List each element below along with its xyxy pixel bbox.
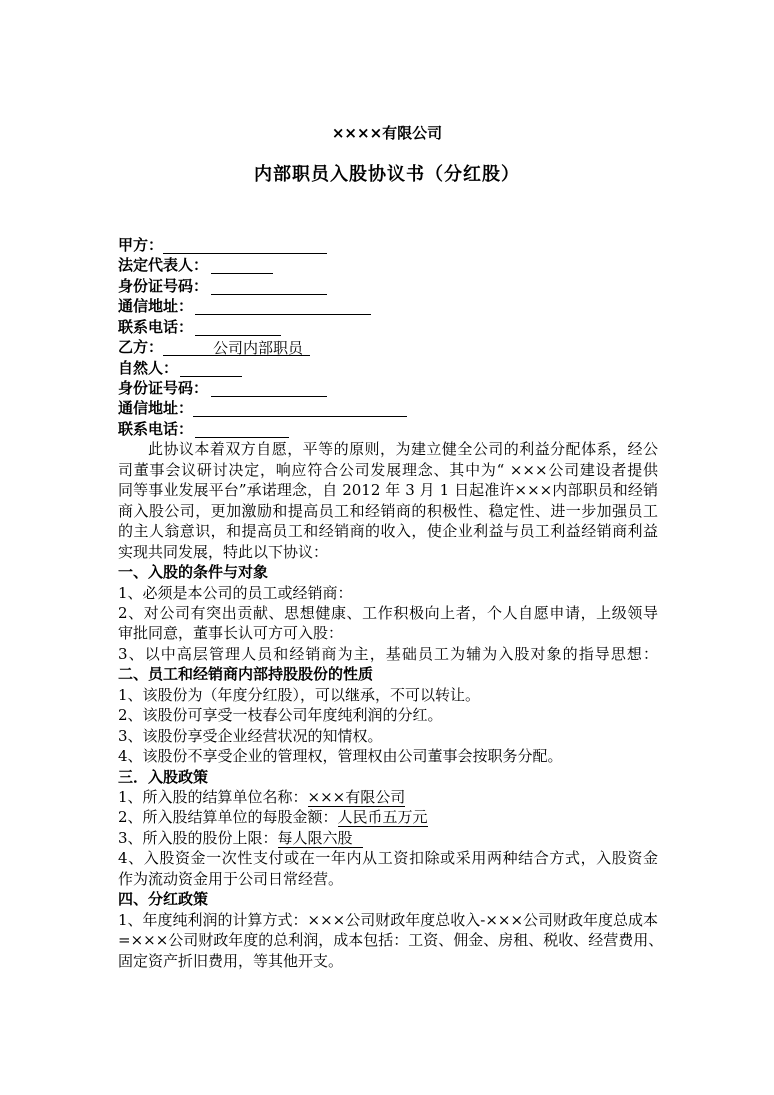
party-b-address-value	[193, 401, 407, 417]
intro-line: 此协议本着双方自愿，平等的原则，为建立健全公司的利益分配体系，经公	[148, 440, 658, 459]
section-line: 作为流动资金用于公司日常经营。	[118, 869, 344, 888]
section-line: 审批同意，董事长认可方可入股：	[118, 624, 344, 643]
intro-line: 商入股公司，更加激励和提高员工和经销商的积极性、稳定性、进一步加强员工	[118, 501, 658, 520]
section-heading: 二、员工和经销商内部持股股份的性质	[118, 665, 374, 684]
section-line: 2、对公司有突出贡献、思想健康、工作积极向上者，个人自愿申请，上级领导	[118, 603, 658, 622]
party-b-phone-value	[195, 422, 289, 438]
share-amount-value: 人民币五万元	[337, 808, 428, 827]
party-a-phone-label: 联系电话：	[118, 317, 194, 336]
share-limit-value: 每人限六股	[278, 829, 363, 848]
document-body	[118, 235, 664, 971]
intro-line: 的主人翁意识，和提高员工和经销商的收入，使企业利益与员工利益经销商利益	[118, 522, 658, 541]
party-b-id-row	[118, 378, 658, 398]
party-b-phone-row	[118, 419, 658, 439]
section-line: 2、该股份可享受一枝春公司年度纯利润的分红。	[118, 706, 443, 725]
natural-person-row	[118, 358, 658, 378]
natural-person-label: 自然人：	[118, 358, 179, 377]
company-name: ××××有限公司	[331, 124, 443, 142]
section-line: 1、年度纯利润的计算方式：×××公司财政年度总收入-×××公司财政年度总成本	[118, 910, 659, 929]
party-b-id-label: 身份证号码：	[118, 378, 209, 397]
settlement-unit-value: ×××有限公司	[307, 788, 406, 807]
document-title: 内部职员入股协议书（分红股）	[254, 164, 520, 185]
section-line: 4、该股份不享受企业的管理权，管理权由公司董事会按职务分配。	[118, 747, 563, 766]
section-heading: 一、入股的条件与对象	[118, 563, 269, 582]
section-heading: 四、分红政策	[118, 890, 209, 909]
share-limit-label: 3、所入股的股份上限：	[118, 828, 278, 847]
section-line: 3、以中高层管理人员和经销商为主，基础员工为辅为入股对象的指导思想：	[118, 644, 658, 663]
party-a-id-row	[118, 276, 658, 296]
party-a-address-label: 通信地址：	[118, 297, 194, 316]
party-a-address-row	[118, 296, 658, 316]
settlement-unit-label: 1、所入股的结算单位名称：	[118, 788, 308, 807]
party-a-row	[118, 235, 658, 255]
party-a-id-label: 身份证号码：	[118, 276, 209, 295]
share-amount-label: 2、所入股结算单位的每股金额：	[118, 808, 338, 827]
party-a-label: 甲方：	[118, 235, 164, 254]
party-a-phone-value	[195, 320, 281, 336]
settlement-unit-row	[118, 787, 658, 807]
legal-rep-row	[118, 255, 658, 275]
intro-line: 同等事业发展平台”承诺理念，自 2012 年 3 月 1 日起准许×××内部职员和经销	[118, 481, 658, 500]
party-a-value	[163, 238, 327, 254]
party-a-address-value	[195, 299, 371, 315]
share-amount-row	[118, 807, 658, 827]
section-line: 4、入股资金一次性支付或在一年内从工资扣除或采用两种结合方式，入股资金	[118, 849, 658, 868]
section-line: =×××公司财政年度的总利润，成本包括：工资、佣金、房租、税收、经营费用、	[118, 931, 664, 950]
share-limit-row	[118, 828, 658, 848]
party-b-row	[118, 337, 658, 357]
intro-line: 实现共同发展，特此以下协议：	[118, 542, 329, 561]
section-line: 3、该股份享受企业经营状况的知情权。	[118, 726, 383, 745]
party-b-label: 乙方：	[118, 338, 164, 357]
party-a-id-value	[211, 279, 327, 295]
party-b-address-row	[118, 398, 658, 418]
party-b-value: 公司内部职员	[163, 340, 310, 356]
party-a-phone-row	[118, 317, 658, 337]
natural-person-value	[180, 361, 242, 377]
section-line: 固定资产折旧费用，等其他开支。	[118, 951, 344, 970]
section-heading: 三．入股政策	[118, 767, 209, 786]
section-line: 1、该股份为（年度分红股），可以继承，不可以转让。	[118, 685, 481, 704]
party-b-address-label: 通信地址：	[118, 399, 194, 418]
legal-rep-value	[211, 258, 273, 274]
party-b-phone-label: 联系电话：	[118, 419, 194, 438]
legal-rep-label: 法定代表人：	[118, 256, 209, 275]
party-b-id-value	[211, 381, 327, 397]
intro-line: 司董事会议研讨决定，响应符合公司发展理念、其中为“ ×××公司建设者提供	[118, 460, 658, 479]
section-line: 1、必须是本公司的员工或经销商：	[118, 583, 353, 602]
